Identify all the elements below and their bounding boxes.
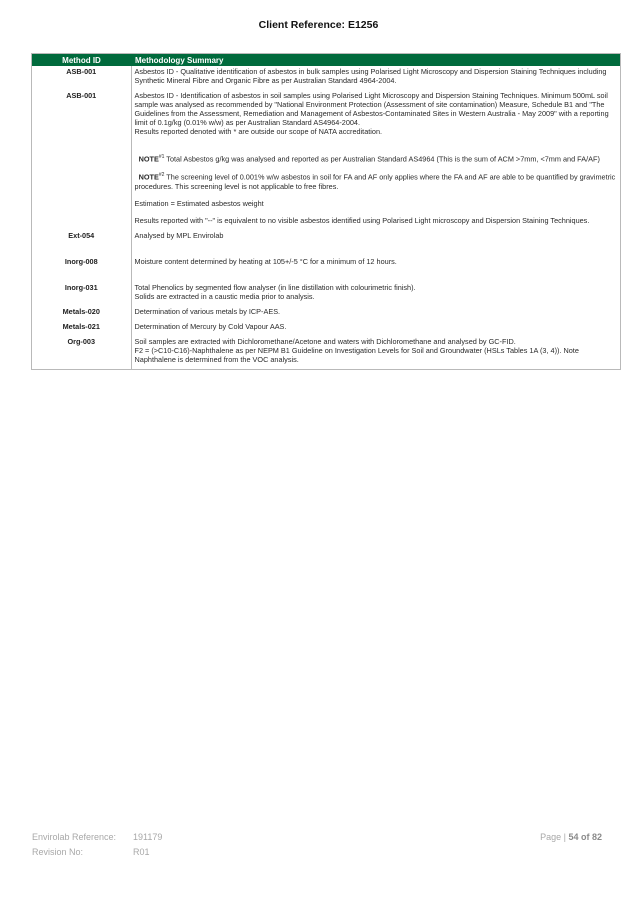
method-id-header: Method ID <box>32 54 132 67</box>
summary-line: Determination of Mercury by Cold Vapour AAS. <box>134 321 287 331</box>
summary-line: Asbestos ID - Identification of asbestos in soil samples using Polarised Light Microscopy and Dispersion Staining Techniques. Minimum 500mL soil sample was analysed as recommended by "National Environment Protection (Assessment of site contamination) Measure, Schedule B1 and "The Guidelines from the Assessment, Remediation and Management of Asbestos-Contaminated Sites in Western Australia - May 2009" with a reporting limit of 0.1g/kg (0.01% w/w) as per Australian Standard AS4964-2004. <box>134 91 609 127</box>
revision-label: Revision No: <box>32 847 84 857</box>
note-1 <box>135 153 618 163</box>
summary-line: Total Phenolics by segmented flow analyser (in line distillation with colourimetric finish). <box>134 282 416 292</box>
summary-line: Analysed by MPL Envirolab <box>134 230 224 240</box>
page-title: Client Reference: E1256 <box>258 19 379 31</box>
footer-revision <box>32 847 150 857</box>
table-row <box>32 66 621 90</box>
table-row <box>32 282 621 306</box>
note-label: NOTE <box>138 172 159 182</box>
summary-line: Solids are extracted in a caustic media prior to analysis. <box>134 291 315 301</box>
method-summary <box>131 90 621 230</box>
summary-line: Determination of various metals by ICP-AES. <box>134 306 281 316</box>
summary-line: F2 = (>C10-C16)-Naphthalene as per NEPM B1 Guideline on Investigation Levels for Soil and Groundwater (HSLs Tables 1A (3, 4)). Note Naphthalene is determined from the VOC analysis. <box>134 345 579 364</box>
method-id: Metals-021 <box>32 321 132 336</box>
summary-line: Estimation = Estimated asbestos weight <box>134 198 264 208</box>
table-row <box>32 90 621 230</box>
method-id: Inorg-008 <box>32 256 132 282</box>
methodology-table <box>31 53 621 370</box>
footer-reference <box>32 832 163 842</box>
note-sup: #1 <box>158 154 165 160</box>
method-summary <box>131 256 621 282</box>
method-id: Metals-020 <box>32 306 132 321</box>
method-id: Inorg-031 <box>32 282 132 306</box>
table-row <box>32 336 621 370</box>
note-label: NOTE <box>138 154 159 164</box>
table-row <box>32 230 621 256</box>
table-row <box>32 321 621 336</box>
note-text: Total Asbestos g/kg was analysed and reported as per Australian Standard AS4964 (This is the sum of ACM >7mm, <7mm and FA/AF) <box>164 154 600 164</box>
revision-value: R01 <box>133 847 150 857</box>
page-label: Page | <box>540 832 566 842</box>
method-summary <box>131 282 621 306</box>
method-id: ASB-001 <box>32 90 132 230</box>
table-header-row <box>32 54 621 67</box>
note-2 <box>135 171 618 190</box>
method-summary <box>131 230 621 256</box>
footer-page <box>540 832 602 842</box>
method-summary <box>131 306 621 321</box>
note-sup: #2 <box>158 172 165 179</box>
methodology-summary-header: Methodology Summary <box>131 54 621 67</box>
summary-line: Soil samples are extracted with Dichloromethane/Acetone and waters with Dichloromethane and analysed by GC-FID. <box>134 336 516 346</box>
summary-line: Results reported with "--" is equivalent to no visible asbestos identified using Polarised Light microscopy and Dispersion Staining Techniques. <box>134 215 590 225</box>
summary-line: Asbestos ID - Qualitative identification of asbestos in bulk samples using Polarised Light Microscopy and Dispersion Staining Techniques including Synthetic Mineral Fibre and Organic Fibre as per Australian Standard 4964-2004. <box>134 67 607 85</box>
table-row <box>32 306 621 321</box>
summary-line: Moisture content determined by heating at 105+/-5 °C for a minimum of 12 hours. <box>134 256 397 266</box>
method-id: Org-003 <box>32 336 132 370</box>
note-text: The screening level of 0.001% w/w asbestos in soil for FA and AF only applies where the FA and AF are able to be quantified by gravimetric procedures. This screening level is not applicable to free fibres. <box>134 172 616 191</box>
page-number: 54 of 82 <box>568 832 602 842</box>
table-row <box>32 256 621 282</box>
method-id: Ext-054 <box>32 230 132 256</box>
method-id: ASB-001 <box>32 66 132 90</box>
method-summary <box>131 321 621 336</box>
summary-line: Results reported denoted with * are outside our scope of NATA accreditation. <box>134 127 383 136</box>
reference-value: 191179 <box>133 832 163 842</box>
reference-label: Envirolab Reference: <box>32 832 117 842</box>
method-summary <box>131 336 621 370</box>
method-summary <box>131 66 621 90</box>
